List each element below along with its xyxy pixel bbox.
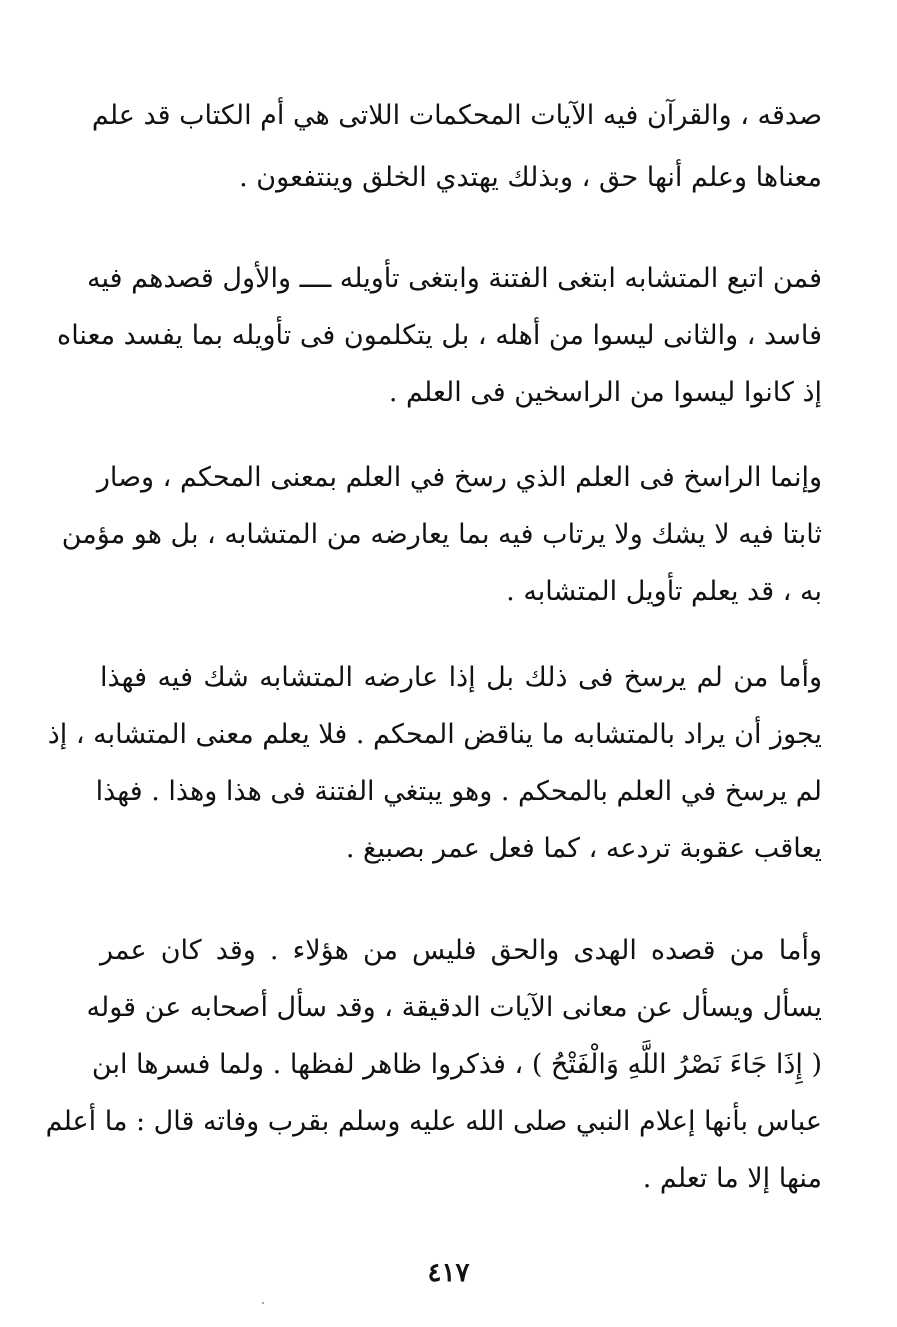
paragraph-line: منها إلا ما تعلم .: [642, 1163, 822, 1194]
paragraph-line: لم يرسخ في العلم بالمحكم . وهو يبتغي الفتنة فى هذا وهذا . فهذا: [95, 776, 822, 807]
paragraph-line: إذ كانوا ليسوا من الراسخين فى العلم .: [388, 377, 822, 408]
paragraph-line: يعاقب عقوبة تردعه ، كما فعل عمر بصبيغ .: [345, 833, 822, 864]
paragraph-line: ثابتا فيه لا يشك ولا يرتاب فيه بما يعارضه من المتشابه ، بل هو مؤمن: [61, 519, 822, 550]
paragraph-line: وأما من قصده الهدى والحق فليس من هؤلاء . وقد كان عمر: [100, 935, 822, 966]
page-number: ٤١٧: [427, 1258, 470, 1288]
paragraph-line: يسأل ويسأل عن معانى الآيات الدقيقة ، وقد سأل أصحابه عن قوله: [86, 992, 822, 1023]
quran-verse-line: ( إِذَا جَاءَ نَصْرُ اللَّهِ وَالْفَتْحُ ) ، فذكروا ظاهر لفظها . ولما فسرها ابن: [91, 1049, 822, 1080]
paragraph-line: فمن اتبع المتشابه ابتغى الفتنة وابتغى تأويله ــــ والأول قصدهم فيه: [87, 263, 822, 294]
paragraph-line: به ، قد يعلم تأويل المتشابه .: [506, 576, 822, 607]
paragraph-line: وأما من لم يرسخ فى ذلك بل إذا عارضه المتشابه شك فيه فهذا: [100, 662, 822, 693]
paragraph-line: يجوز أن يراد بالمتشابه ما يناقض المحكم . فلا يعلم معنى المتشابه ، إذ: [47, 719, 822, 750]
paragraph-line: فاسد ، والثانى ليسوا من أهله ، بل يتكلمون فى تأويله بما يفسد معناه: [57, 320, 822, 351]
scan-speck: [262, 1302, 264, 1304]
paragraph-line: صدقه ، والقرآن فيه الآيات المحكمات اللاتى هي أم الكتاب قد علم: [91, 100, 822, 131]
paragraph-line: وإنما الراسخ فى العلم الذي رسخ في العلم بمعنى المحكم ، وصار: [96, 462, 822, 493]
paragraph-line: عباس بأنها إعلام النبي صلى الله عليه وسلم بقرب وفاته قال : ما أعلم: [45, 1106, 822, 1137]
paragraph-line: معناها وعلم أنها حق ، وبذلك يهتدي الخلق وينتفعون .: [239, 162, 822, 193]
